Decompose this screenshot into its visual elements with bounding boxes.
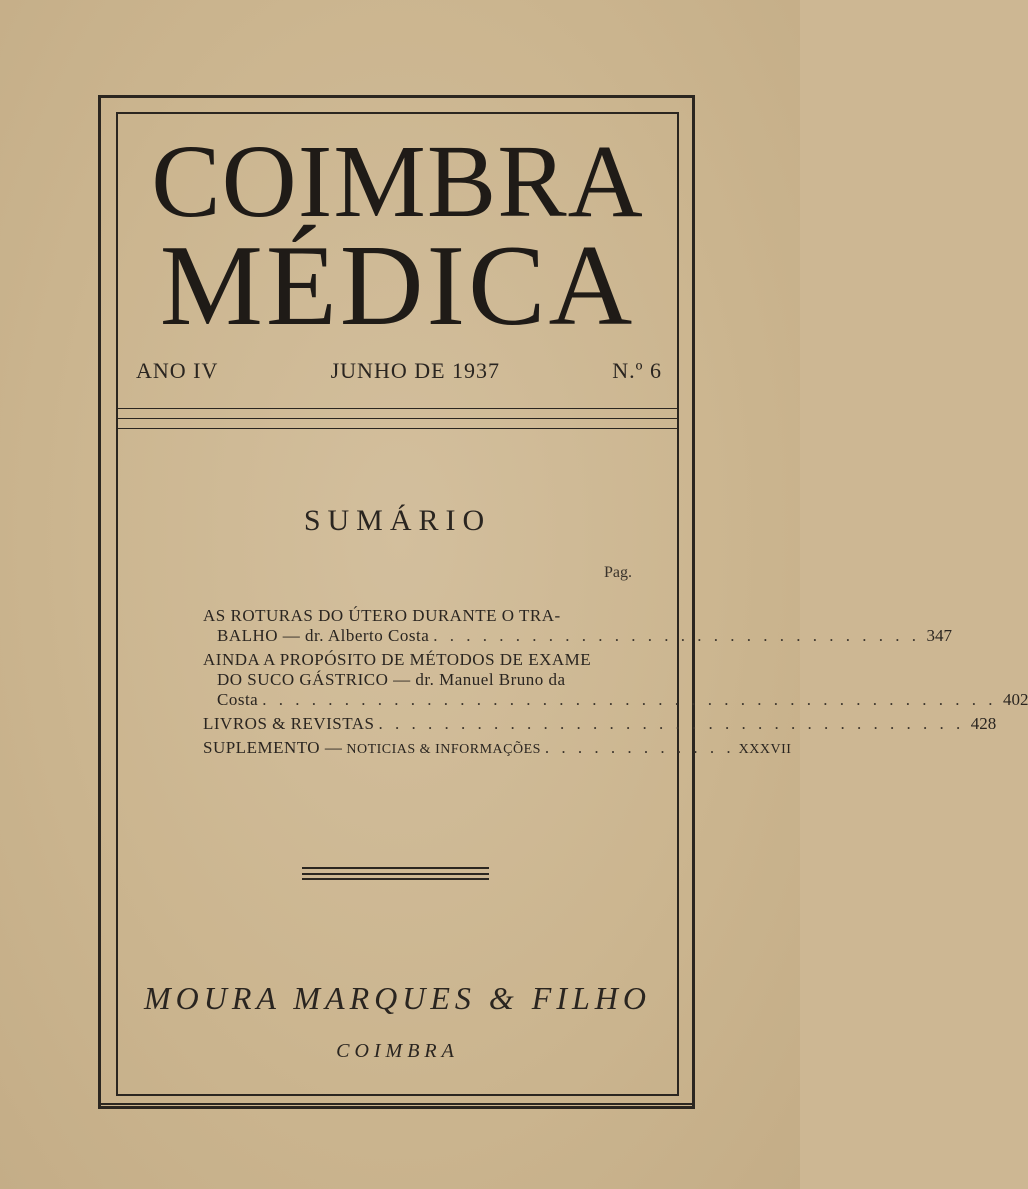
page-column-label: Pag.	[604, 564, 632, 581]
toc-entry-title: LIVROS & REVISTAS	[203, 714, 375, 733]
title-line-2: MÉDICA	[159, 222, 636, 350]
publisher-name: MOURA MARQUES & FILHO	[143, 980, 651, 1016]
summary-heading: SUMÁRIO	[303, 504, 492, 537]
ornament-rule	[302, 878, 489, 880]
toc-entry-page: 428	[970, 714, 997, 733]
toc-entry	[203, 650, 1028, 710]
toc-entry	[203, 738, 792, 760]
divider-rule	[116, 428, 679, 429]
issue-info	[136, 358, 662, 384]
divider-rule	[116, 408, 679, 409]
leader-dots: . . . . . . . . . . . . . . . . . . . . . . . . . . . . . . . . . . . . . . . . . . . . .	[262, 690, 997, 709]
toc-entry-page: 402	[1002, 690, 1028, 709]
toc-entry-title: BALHO — dr. Alberto Costa	[217, 626, 430, 645]
title-line-1: COIMBRA	[151, 124, 644, 239]
toc-entry-subtitle: NOTICIAS & INFORMAÇÕES	[346, 742, 541, 757]
toc-entry-page: XXXVII	[738, 742, 792, 757]
toc-entry-title: AS ROTURAS DO ÚTERO DURANTE O TRA-	[203, 606, 561, 625]
publisher-city: COIMBRA	[336, 1040, 459, 1062]
divider-rule	[116, 418, 679, 419]
toc-entry	[203, 714, 997, 734]
toc-entry-title: DO SUCO GÁSTRICO — dr. Manuel Bruno da	[217, 670, 566, 689]
leader-dots: . . . . . . . . . . . .	[544, 738, 735, 757]
leader-dots: . . . . . . . . . . . . . . . . . . . . . . . . . . . . . .	[433, 626, 920, 645]
issue-year: ANO IV	[136, 358, 219, 383]
toc-entry-title: AINDA A PROPÓSITO DE MÉTODOS DE EXAME	[203, 650, 592, 669]
ornament-rule	[302, 873, 489, 875]
toc-entry-page: 347	[926, 626, 952, 645]
ornament-rule	[302, 867, 489, 869]
toc-entry-title: Costa	[217, 690, 259, 709]
toc-entry-title: SUPLEMENTO —	[203, 738, 343, 757]
toc-entry	[203, 606, 952, 646]
issue-date: JUNHO DE 1937	[330, 358, 501, 383]
table-of-contents	[203, 606, 1028, 764]
issue-number: N.º 6	[612, 358, 662, 383]
leader-dots: . . . . . . . . . . . . . . . . . . . . . . . . . . . . . . . . . . . .	[378, 714, 965, 733]
bottom-rule	[98, 1103, 695, 1105]
